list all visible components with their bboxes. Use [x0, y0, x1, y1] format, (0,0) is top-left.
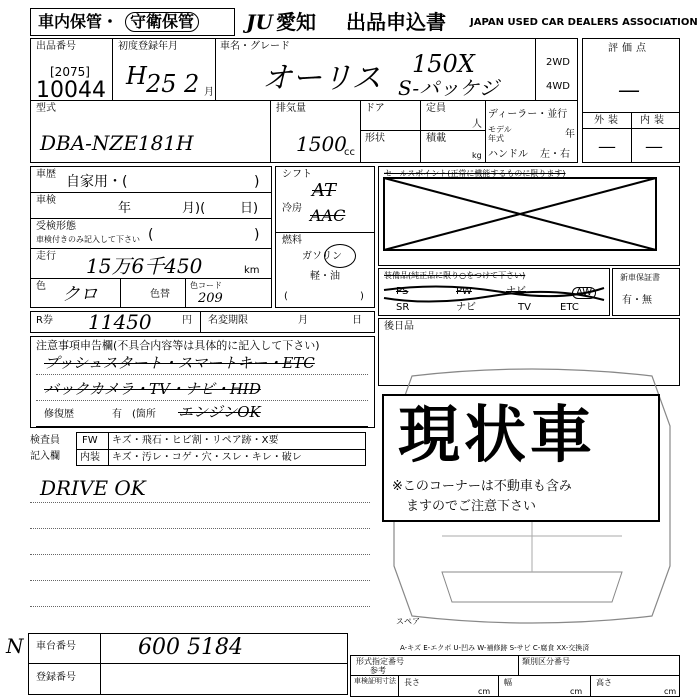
- category-label: 類別区分番号: [522, 657, 570, 666]
- shift-value: AT: [312, 180, 337, 201]
- width-label: 幅: [504, 678, 512, 687]
- drive-2wd: 2WD: [546, 57, 570, 68]
- name-change-day: 日: [352, 315, 362, 326]
- model-name: オーリス: [262, 61, 382, 96]
- notes-line-1: プッシュスタート・スマートキー・ETC: [44, 354, 315, 372]
- height-unit: cm: [664, 687, 677, 696]
- shift-label: シフト: [282, 169, 312, 180]
- recycle-label: R券: [36, 315, 53, 326]
- plate-label: 登録番号: [36, 672, 76, 683]
- registration-era: H: [126, 62, 147, 90]
- sales-point-cross-out: [382, 176, 658, 252]
- mileage-unit: km: [244, 265, 260, 276]
- inspector-label-1: 検査員: [30, 435, 60, 446]
- cert-label: 車検証明寸法: [354, 677, 396, 685]
- model-type-label: 型式: [36, 103, 56, 114]
- model-type-value: DBA-NZE181H: [40, 131, 194, 155]
- color-label: 色: [36, 281, 46, 292]
- exterior-label: 外装: [594, 115, 622, 126]
- door-label: ドア: [365, 103, 385, 114]
- load-unit: kg: [472, 151, 482, 160]
- inspection-year-unit: 年: [118, 201, 132, 216]
- history-value: 自家用・(: [66, 174, 128, 190]
- notes-label: 注意事項申告欄(不具合内容等は具体的に記入して下さい): [36, 339, 320, 352]
- interior-inspect-items: キズ・汚レ・コゲ・穴・スレ・キレ・破レ: [112, 452, 302, 463]
- lot-number-label: 出品番号: [36, 41, 76, 52]
- displacement-value: 1500: [296, 132, 347, 156]
- as-is-note-line-2: ますのでご注意下さい: [406, 499, 537, 514]
- fuel-gasoline-circle: [324, 244, 356, 268]
- height-label: 高さ: [596, 678, 612, 687]
- sales-point-label: セールスポイント(正常に機能するものに限ります): [384, 169, 566, 178]
- transfer-note: 車検付きのみ記入して下さい: [36, 235, 140, 244]
- transfer-label: 受検形態: [36, 221, 76, 232]
- length-label: 長さ: [404, 678, 420, 687]
- recycle-unit: 円: [182, 315, 192, 326]
- as-is-title: 現状車: [398, 398, 597, 471]
- inspection-day-unit: 日): [240, 201, 259, 216]
- width-unit: cm: [570, 687, 583, 696]
- mileage-label: 走行: [36, 251, 56, 262]
- rating-value: —: [618, 78, 640, 103]
- chassis-value: 600 5184: [138, 635, 243, 660]
- equipment-etc: ETC: [560, 302, 579, 313]
- rating-label: 評価点: [608, 43, 650, 54]
- warranty-options: 有・無: [622, 295, 652, 306]
- inspector-label-2: 記入欄: [30, 451, 60, 462]
- brand-name: 愛知: [276, 10, 316, 34]
- damage-legend: A-キズ E-エクボ U-凹み W-補修跡 S-サビ C-腐食 XX-交換済: [400, 644, 590, 652]
- color-code-label: 色コード: [190, 281, 222, 290]
- capacity-unit: 人: [472, 119, 482, 130]
- equipment-tv: TV: [518, 302, 531, 313]
- repair-history-label: 修復歴: [44, 409, 74, 420]
- fuel-other-close: ): [360, 291, 364, 302]
- model-grade: 150X: [412, 50, 475, 78]
- interior-inspect-label: 内装: [80, 452, 100, 463]
- repair-history-has: 有: [112, 409, 122, 420]
- color-value: クロ: [62, 284, 98, 305]
- warranty-label: 新車保証書: [620, 273, 660, 282]
- transfer-close: ): [254, 227, 260, 243]
- spare-label: スペア: [396, 617, 420, 626]
- fuel-label: 燃料: [282, 235, 302, 246]
- equipment-scribble: [382, 280, 607, 314]
- interior-value: —: [645, 136, 663, 157]
- interior-label: 内装: [640, 115, 668, 126]
- recycle-value: 11450: [88, 310, 152, 334]
- storage-circled-option: 守衛保管: [125, 12, 199, 32]
- form-title: 出品申込書: [346, 10, 446, 34]
- fuel-other-open: (: [284, 291, 288, 302]
- storage-label: 車内保管・: [38, 12, 119, 31]
- displacement-unit: cc: [344, 147, 355, 158]
- notes-line-2: バックカメラ・TV・ナビ・HID: [44, 380, 261, 398]
- handle-label: ハンドル: [488, 149, 528, 160]
- registration-year: 25: [146, 70, 177, 98]
- equipment-navi-2: ナビ: [456, 302, 476, 313]
- drive-4wd: 4WD: [546, 81, 570, 92]
- chassis-side-mark: N: [6, 634, 24, 658]
- name-change-month: 月: [298, 315, 308, 326]
- equipment-pw: PW: [456, 286, 472, 297]
- brand-logo: JU: [246, 10, 273, 34]
- chassis-label: 車台番号: [36, 641, 76, 652]
- model-designation-label: 形式指定番号: [356, 657, 404, 666]
- name-change-label: 名変期限: [208, 315, 248, 326]
- dealer-label: ディーラー・並行: [488, 109, 568, 120]
- equipment-label: 装備品(純正品に限り○をつけて下さい): [384, 271, 526, 280]
- color-code-value: 209: [198, 291, 223, 306]
- model-designation-ref: 参考: [370, 666, 386, 675]
- fuel-diesel: 軽・油: [310, 271, 340, 282]
- model-year-label: モデル: [488, 125, 512, 134]
- fw-label: FW: [82, 435, 98, 446]
- registration-month-unit: 月: [204, 87, 214, 98]
- history-label: 車歴: [36, 169, 56, 180]
- association-name: JAPAN USED CAR DEALERS ASSOCIATION: [470, 17, 698, 28]
- lot-number: 10044: [36, 78, 106, 103]
- registration-label: 初度登録年月: [118, 41, 178, 52]
- color-swap-label: 色替: [150, 289, 170, 300]
- mileage-value: 15万6千450: [86, 254, 203, 278]
- ac-label: 冷房: [282, 203, 302, 214]
- model-package: S-パッケジ: [398, 76, 499, 100]
- capacity-label: 定員: [426, 103, 446, 114]
- inspection-label: 車検: [36, 195, 56, 206]
- as-is-note-line-1: ※このコーナーは不動車も含み: [392, 479, 572, 494]
- equipment-navi: ナビ: [506, 286, 526, 297]
- as-is-stamp: [382, 394, 660, 522]
- load-label: 積載: [426, 133, 446, 144]
- history-close: ): [254, 174, 260, 190]
- registration-month: 2: [184, 70, 200, 98]
- shape-label: 形状: [365, 133, 385, 144]
- repair-note: エンジンOK: [178, 403, 261, 421]
- model-year-label2: 年式: [488, 134, 504, 143]
- model-year-unit: 年: [565, 129, 575, 140]
- exterior-value: —: [598, 136, 616, 157]
- fuel-gasoline: ガソリン: [302, 251, 342, 262]
- inspection-month-unit: 月)(: [182, 201, 206, 216]
- equipment-aw: AW: [572, 287, 596, 299]
- transfer-open: (: [148, 227, 154, 243]
- equipment-ps: PS: [396, 286, 409, 297]
- recycle-frame: [30, 311, 375, 333]
- ac-value: AAC: [310, 206, 346, 225]
- length-unit: cm: [478, 687, 491, 696]
- inspector-handwritten: DRIVE OK: [40, 476, 146, 500]
- equipment-sr: SR: [396, 302, 410, 313]
- later-docs-label: 後日品: [384, 321, 414, 332]
- model-label: 車名・グレード: [220, 41, 290, 52]
- displacement-label: 排気量: [276, 103, 306, 114]
- fw-items: キズ・飛石・ヒビ割・リペア跡・X要: [112, 435, 279, 446]
- repair-location-label: (箇所: [132, 409, 156, 420]
- handle-options: 左・右: [540, 149, 570, 160]
- lot-sub-number: [2075]: [50, 65, 90, 79]
